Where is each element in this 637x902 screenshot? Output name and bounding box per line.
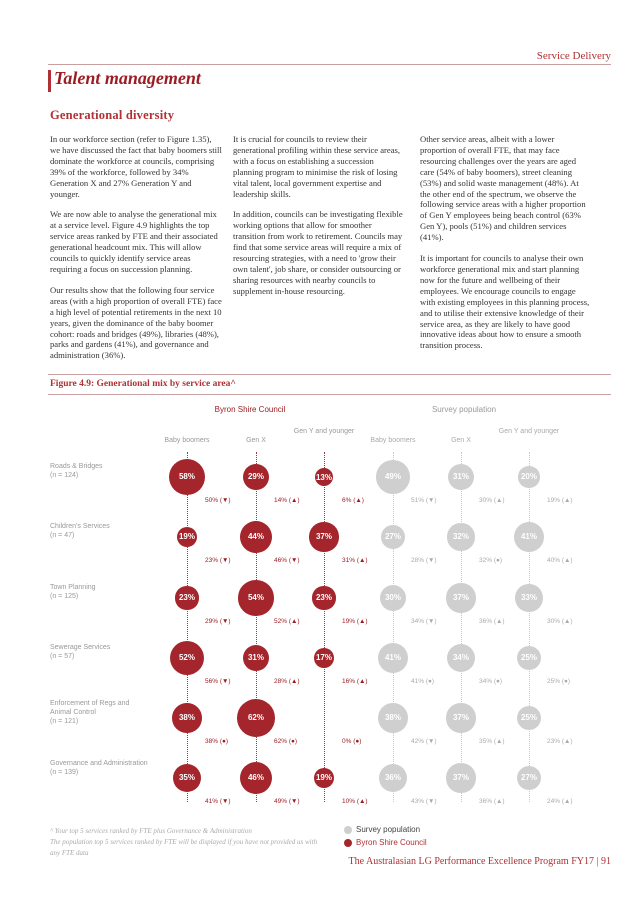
change-label: 29% (▼) xyxy=(205,618,231,625)
change-label: 32% (●) xyxy=(479,557,503,564)
council-bubble: 52% xyxy=(170,641,205,676)
change-label: 52% (▲) xyxy=(274,618,300,625)
group-label-council: Byron Shire Council xyxy=(214,405,286,414)
row-label-name: Sewerage Services xyxy=(50,644,111,651)
change-label: 34% (▼) xyxy=(411,618,437,625)
council-bubble: 54% xyxy=(238,580,273,615)
change-label: 46% (▼) xyxy=(274,557,300,564)
survey-bubble: 34% xyxy=(447,644,475,672)
column-header: Gen Y and younger xyxy=(293,428,355,435)
council-bubble: 19% xyxy=(314,768,335,789)
legend-council-swatch xyxy=(344,839,352,847)
council-bubble: 62% xyxy=(237,699,275,737)
change-label: 24% (▲) xyxy=(547,798,573,805)
row-label xyxy=(50,522,150,540)
change-label: 23% (▼) xyxy=(205,557,231,564)
text-column-3 xyxy=(420,134,590,361)
note-line: The population top 5 services ranked by FTE will be displayed if you have not provided us with any FTE data xyxy=(50,838,318,857)
column-guide xyxy=(529,452,530,802)
change-label: 56% (▼) xyxy=(205,678,231,685)
row-label-count: (n = 47) xyxy=(50,532,75,539)
row-label-count: (n = 121) xyxy=(50,717,79,725)
title-accent-bar xyxy=(48,70,51,92)
change-label: 38% (●) xyxy=(205,738,229,745)
change-label: 30% (▲) xyxy=(479,497,505,504)
survey-bubble: 49% xyxy=(376,460,410,494)
page-footer: The Australasian LG Performance Excellence Program FY17 | 91 xyxy=(348,856,611,867)
row-label xyxy=(50,462,150,480)
change-label: 43% (▼) xyxy=(411,798,437,805)
change-label: 6% (▲) xyxy=(342,497,364,504)
survey-bubble: 27% xyxy=(381,525,406,550)
survey-bubble: 30% xyxy=(380,585,406,611)
row-label-name: Enforcement of Regs and Animal Control xyxy=(50,699,130,716)
survey-bubble: 38% xyxy=(378,703,408,733)
row-label-name: Children's Services xyxy=(50,523,110,530)
figure-top-rule xyxy=(48,374,611,375)
change-label: 35% (▲) xyxy=(479,738,505,745)
change-label: 42% (▼) xyxy=(411,738,437,745)
row-label-count: (n = 125) xyxy=(50,593,79,600)
council-bubble: 13% xyxy=(315,468,333,486)
council-bubble: 37% xyxy=(309,522,338,551)
change-label: 41% (▼) xyxy=(205,798,231,805)
change-label: 19% (▲) xyxy=(547,497,573,504)
survey-bubble: 33% xyxy=(515,584,543,612)
figure-title: Figure 4.9: Generational mix by service area^ xyxy=(50,379,236,389)
legend-council-label: Byron Shire Council xyxy=(356,838,427,847)
paragraph: Our results show that the following four service areas (with a high proportion of overall FTE) face a high level of potential retirements in the next 10 years, given the dominance of the baby boomer cohort: roads and bridges (49%), libraries (48%), parks and gardens (41%), and governance and administration (36%). xyxy=(50,284,222,361)
change-label: 0% (●) xyxy=(342,738,362,745)
survey-bubble: 32% xyxy=(447,523,474,550)
figure-title-rule xyxy=(48,394,611,395)
change-label: 14% (▲) xyxy=(274,497,300,504)
figure-notes xyxy=(50,826,320,859)
change-label: 34% (●) xyxy=(479,678,503,685)
column-guide xyxy=(393,452,394,802)
change-label: 49% (▼) xyxy=(274,798,300,805)
column-header: Gen Y and younger xyxy=(498,428,560,435)
header-rule xyxy=(48,64,611,65)
paragraph: It is important for councils to analyse their own workforce generational mix and start planning now for the future and wellbeing of their employees. We encourage councils to engage with existing employees in this planning process, and to utilise their extensive knowledge of their service area, as they are likely to have good innovative ideas about how to ensure a smooth transition process. xyxy=(420,253,590,351)
column-header: Gen X xyxy=(246,437,266,444)
text-column-2 xyxy=(233,134,405,307)
change-label: 23% (▲) xyxy=(547,738,573,745)
change-label: 41% (●) xyxy=(411,678,435,685)
change-label: 28% (▼) xyxy=(411,557,437,564)
change-label: 31% (▲) xyxy=(342,557,368,564)
council-bubble: 31% xyxy=(243,645,270,672)
paragraph: In our workforce section (refer to Figure 1.35), we have discussed the fact that baby boomers still dominate the workforce at councils, comprising 39% of the workforce, followed by 34% Generation X and 27% Generation Y and younger. xyxy=(50,134,222,199)
row-label-count: (n = 139) xyxy=(50,768,79,776)
survey-bubble: 37% xyxy=(446,763,475,792)
row-label xyxy=(50,643,150,661)
column-header: Baby boomers xyxy=(370,437,416,444)
change-label: 36% (▲) xyxy=(479,618,505,625)
legend-survey-label: Survey population xyxy=(356,825,421,834)
council-bubble: 35% xyxy=(173,764,201,792)
change-label: 62% (●) xyxy=(274,738,298,745)
change-label: 28% (▲) xyxy=(274,678,300,685)
survey-bubble: 31% xyxy=(448,464,475,491)
change-label: 40% (▲) xyxy=(547,557,573,564)
council-bubble: 23% xyxy=(312,586,335,609)
survey-bubble: 20% xyxy=(518,466,539,487)
row-label xyxy=(50,759,150,777)
change-label: 51% (▼) xyxy=(411,497,437,504)
paragraph: In addition, councils can be investigating flexible working options that allow for smoother transition from work to retirement. Councils may find that some service areas will require a mix of resourcing strategies, with a need to 'grow their own talent', job share, or consider outsourcing or sharing resources with nearby councils to supplement in-house resourcing. xyxy=(233,209,403,296)
survey-bubble: 25% xyxy=(517,646,541,670)
council-bubble: 17% xyxy=(314,648,334,668)
column-guide xyxy=(256,452,257,802)
change-label: 25% (●) xyxy=(547,678,571,685)
row-label-count: (n = 57) xyxy=(50,653,75,660)
column-guide xyxy=(461,452,462,802)
survey-bubble: 37% xyxy=(446,703,475,732)
paragraph: Other service areas, albeit with a lower proportion of overall FTE, that may face resourcing challenges over the years are aged care (54% of baby boomers), street cleaning (53%) and solid waste management (48%). At the other end of the spectrum, we observe the following service areas with a higher proportion of Gen Y employees being beach control (63% Gen Y), pools (51%) and children services (41%). xyxy=(420,134,586,243)
section-subtitle: Generational diversity xyxy=(50,108,175,122)
council-bubble: 38% xyxy=(172,703,202,733)
council-bubble: 44% xyxy=(240,521,272,553)
row-label xyxy=(50,583,150,601)
change-label: 30% (▲) xyxy=(547,618,573,625)
page-title: Talent management xyxy=(54,68,201,88)
legend-survey-swatch xyxy=(344,826,352,834)
council-bubble: 19% xyxy=(177,527,198,548)
row-label-name: Roads & Bridges xyxy=(50,463,103,470)
column-guide xyxy=(187,452,188,802)
column-header: Baby boomers xyxy=(164,437,210,444)
column-header: Gen X xyxy=(451,437,471,444)
survey-bubble: 37% xyxy=(446,583,475,612)
row-label-count: (n = 124) xyxy=(50,472,79,479)
survey-bubble: 41% xyxy=(514,522,545,553)
section-label: Service Delivery xyxy=(536,50,611,62)
council-bubble: 29% xyxy=(243,464,269,490)
paragraph: We are now able to analyse the generational mix at a service level. Figure 4.9 highlights the top service areas ranked by FTE and their associated generational headcount mix. This will allow councils to quickly identify service areas requiring a focus on succession planning. xyxy=(50,209,218,274)
change-label: 50% (▼) xyxy=(205,497,231,504)
council-bubble: 46% xyxy=(240,762,273,795)
text-column-1 xyxy=(50,134,222,371)
row-label-name: Governance and Administration xyxy=(50,759,148,767)
note-line: ^ Your top 5 services ranked by FTE plus Governance & Administration xyxy=(50,827,252,835)
council-bubble: 58% xyxy=(169,459,206,496)
change-label: 36% (▲) xyxy=(479,798,505,805)
row-label xyxy=(50,699,150,726)
survey-bubble: 36% xyxy=(379,764,408,793)
change-label: 10% (▲) xyxy=(342,798,368,805)
council-bubble: 23% xyxy=(175,586,198,609)
column-guide xyxy=(324,452,325,802)
survey-bubble: 27% xyxy=(517,766,542,791)
change-label: 16% (▲) xyxy=(342,678,368,685)
group-label-survey: Survey population xyxy=(431,405,497,414)
survey-bubble: 25% xyxy=(517,706,541,730)
change-label: 19% (▲) xyxy=(342,618,368,625)
paragraph: It is crucial for councils to review their generational profiling within these service areas, with a focus on establishing a succession planning program to minimise the risk of losing vital talent, local government expertise and leadership skills. xyxy=(233,134,401,199)
row-label-name: Town Planning xyxy=(50,584,96,591)
survey-bubble: 41% xyxy=(378,643,409,674)
